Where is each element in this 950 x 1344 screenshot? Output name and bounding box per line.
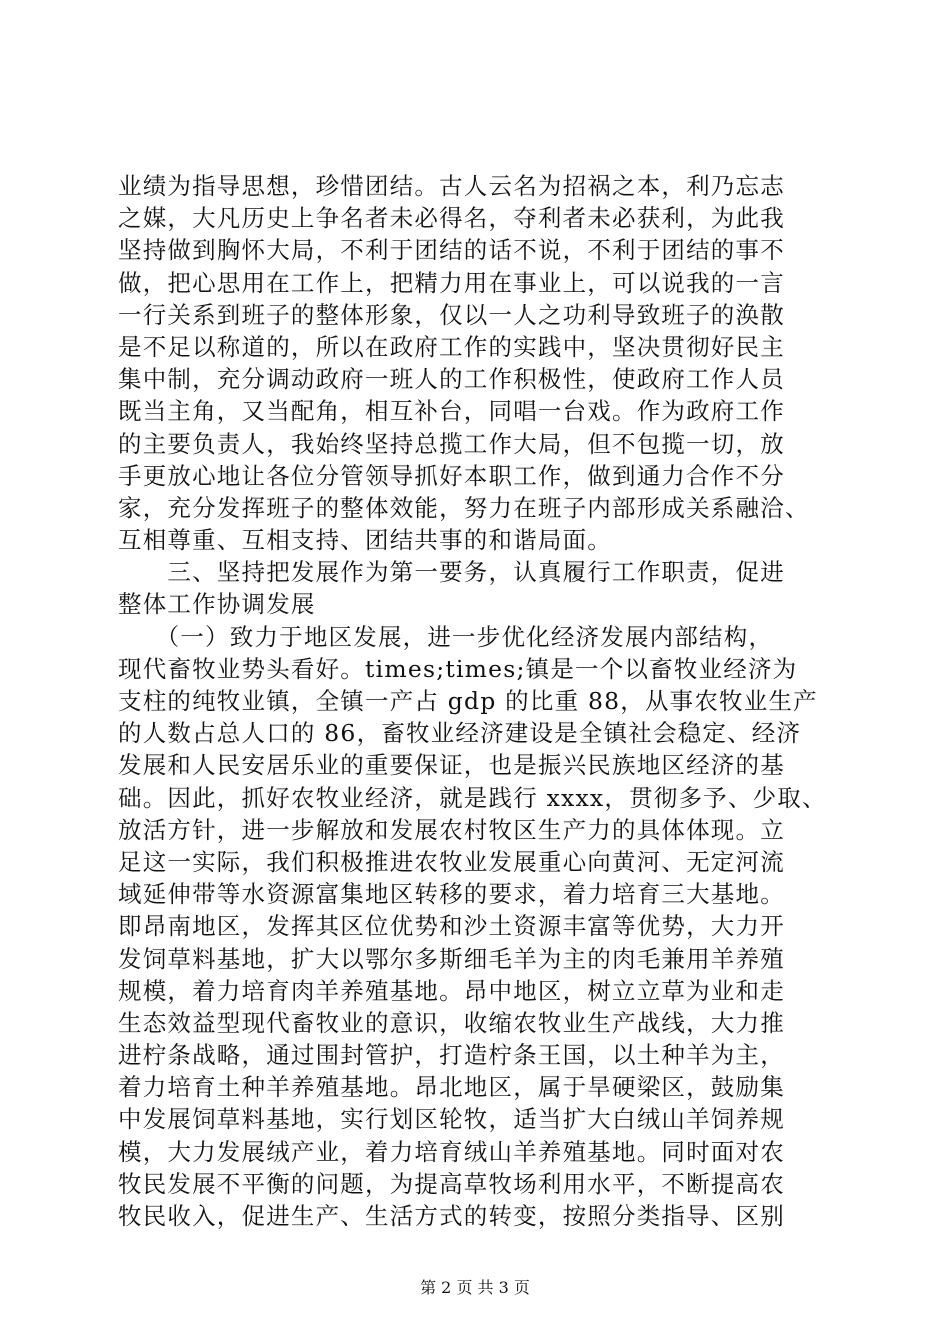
text-line: 中发展饲草料基地，实行划区轮牧，适当扩大白绒山羊饲养规 [118,1105,785,1134]
text-line: 之媒，大凡历史上争名者未必得名，夺利者未必获利，为此我 [118,204,785,233]
text-line: 发展和人民安居乐业的重要保证，也是振兴民族地区经济的基 [118,751,785,780]
text-line: 的主要负责人，我始终坚持总揽工作大局，但不包揽一切，放 [118,429,785,458]
text-line: 集中制，充分调动政府一班人的工作积极性，使政府工作人员 [118,365,785,394]
text-line: 做，把心思用在工作上，把精力用在事业上，可以说我的一言 [118,268,785,297]
text-line: 既当主角，又当配角，相互补台，同唱一台戏。作为政府工作 [118,397,785,426]
page-footer: 第 2 页 共 3 页 [420,1278,530,1297]
text-line: 发饲草料基地，扩大以鄂尔多斯细毛羊为主的肉毛兼用羊养殖 [118,944,785,973]
text-line: 模，大力发展绒产业，着力培育绒山羊养殖基地。同时面对农 [118,1137,785,1166]
body-text [118,170,838,1232]
text-line: （一）致力于地区发展，进一步优化经济发展内部结构， [118,622,774,651]
text-line: 础。因此，抓好农牧业经济，就是践行 xxxx，贯彻多予、少取、 [118,783,827,812]
text-line: 现代畜牧业势头看好。times;times;镇是一个以畜牧业经济为 [118,654,798,683]
text-line: 规模，着力培育肉羊养殖基地。昂中地区，树立立草为业和走 [118,976,785,1005]
text-line: 整体工作协调发展 [118,590,316,619]
text-line: 支柱的纯牧业镇，全镇一产占 gdp 的比重 88，从事农牧业生产 [118,687,818,715]
text-line: 域延伸带等水资源富集地区转移的要求，着力培育三大基地。 [118,880,785,909]
text-line: 的人数占总人口的 86，畜牧业经济建设是全镇社会稳定、经济 [118,719,802,748]
text-line: 着力培育土种羊养殖基地。昂北地区，属于旱硬梁区，鼓励集 [118,1073,785,1102]
text-line: 家，充分发挥班子的整体效能，努力在班子内部形成关系融洽、 [118,493,810,522]
text-line: 互相尊重、互相支持、团结共事的和谐局面。 [118,526,612,555]
text-line: 业绩为指导思想，珍惜团结。古人云名为招祸之本，利乃忘志 [118,172,785,200]
text-line: 三、坚持把发展作为第一要务，认真履行工作职责，促进 [118,558,785,587]
text-line: 牧民发展不平衡的问题，为提高草牧场利用水平，不断提高农 [118,1169,785,1198]
text-line: 坚持做到胸怀大局，不利于团结的话不说，不利于团结的事不 [118,236,785,265]
text-line: 手更放心地让各位分管领导抓好本职工作，做到通力合作不分 [118,461,785,490]
text-line: 足这一实际，我们积极推进农牧业发展重心向黄河、无定河流 [118,847,785,876]
text-line: 是不足以称道的，所以在政府工作的实践中，坚决贯彻好民主 [118,332,785,361]
text-line: 即昂南地区，发挥其区位优势和沙土资源丰富等优势，大力开 [118,912,785,941]
text-line: 进柠条战略，通过围封管护，打造柠条王国，以土种羊为主， [118,1041,785,1070]
text-line: 放活方针，进一步解放和发展农村牧区生产力的具体体现。立 [118,815,785,844]
text-line: 牧民收入，促进生产、生活方式的转变，按照分类指导、区别 [118,1202,785,1230]
text-line: 生态效益型现代畜牧业的意识，收缩农牧业生产战线，大力推 [118,1008,785,1037]
text-line: 一行关系到班子的整体形象，仅以一人之功利导致班子的涣散 [118,300,785,329]
